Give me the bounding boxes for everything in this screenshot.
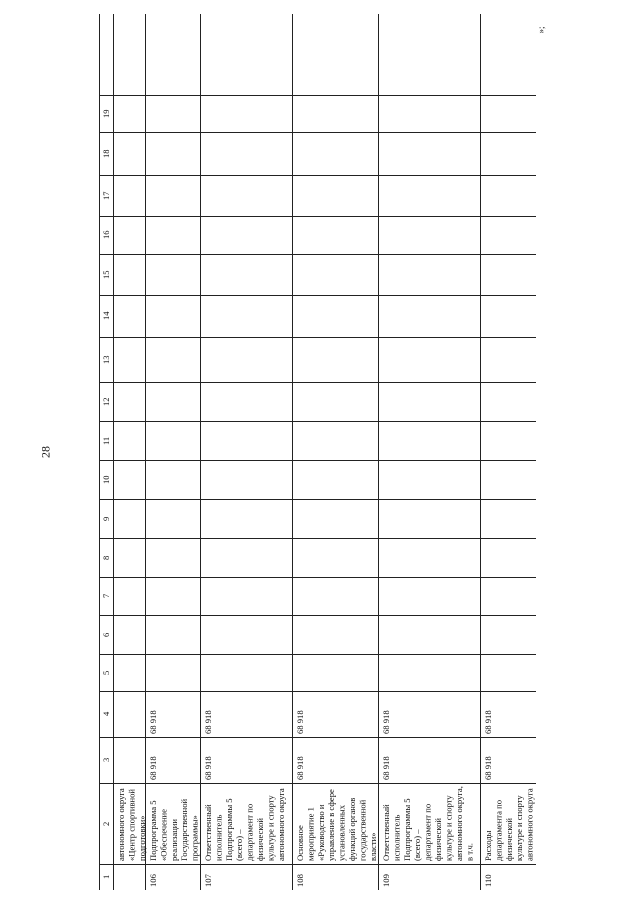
column-header: 14 xyxy=(100,311,111,321)
row-name: Ответственный исполнитель Подпрограммы 5 (всего) – департамент по физической культуре и спорту автономного округа, в т.ч. xyxy=(381,786,475,861)
row-number: 109 xyxy=(381,874,391,887)
row-border xyxy=(378,14,379,890)
row-name: автономного округа «Центр спортивной подготовки» xyxy=(116,788,147,861)
column-border xyxy=(99,382,536,383)
row-border xyxy=(145,14,146,890)
column-header: 11 xyxy=(100,436,111,445)
corner-mark: »; xyxy=(536,26,546,34)
column-header: 7 xyxy=(100,593,111,599)
value-col4: 68 918 xyxy=(295,710,305,734)
column-header: 4 xyxy=(100,711,111,717)
row-number xyxy=(116,867,143,887)
column-border xyxy=(99,783,536,784)
column-border xyxy=(99,421,536,422)
row-border xyxy=(480,14,481,890)
value-col3: 68 918 xyxy=(203,756,213,780)
row-border xyxy=(113,14,114,890)
table-grid xyxy=(99,14,536,890)
column-header: 1 xyxy=(100,874,111,880)
row-border xyxy=(292,14,293,890)
column-header: 9 xyxy=(100,516,111,521)
value-col4: 68 918 xyxy=(148,710,158,734)
row-border xyxy=(200,14,201,890)
column-header: 6 xyxy=(100,632,111,637)
column-header: 10 xyxy=(100,475,111,484)
row-name: Расходы департамента по физической культуре и спорту автономного округа xyxy=(483,788,535,861)
value-col4 xyxy=(116,694,143,734)
column-header: 13 xyxy=(100,355,111,364)
value-col4: 68 918 xyxy=(381,710,391,734)
column-border xyxy=(99,654,536,655)
column-border xyxy=(99,132,536,133)
page-number: 28 xyxy=(38,446,53,458)
column-header: 18 xyxy=(100,149,111,158)
value-col3: 68 918 xyxy=(148,756,158,780)
value-col4: 68 918 xyxy=(483,710,493,734)
column-header: 17 xyxy=(100,191,111,200)
value-col3: 68 918 xyxy=(483,756,493,780)
column-border xyxy=(99,577,536,578)
value-col3 xyxy=(116,740,143,780)
budget-table xyxy=(99,14,536,890)
column-border xyxy=(99,864,536,865)
value-col4: 68 918 xyxy=(203,710,213,734)
column-border xyxy=(99,615,536,616)
value-col3: 68 918 xyxy=(381,756,391,780)
column-border xyxy=(99,691,536,692)
column-header: 5 xyxy=(100,670,111,675)
row-name: Подпрограмма 5 «Обеспечение реализации Государственной программы» xyxy=(148,798,200,861)
row-number: 110 xyxy=(483,874,493,887)
row-name: Основное мероприятие 1 «Руководство и управление в сфере установленных функций органов государственной власти» xyxy=(295,789,378,861)
column-border xyxy=(99,95,536,96)
column-border xyxy=(99,460,536,461)
column-border xyxy=(99,737,536,738)
column-header: 8 xyxy=(100,555,111,560)
row-number: 108 xyxy=(295,874,305,887)
column-header: 16 xyxy=(100,230,111,240)
value-col3: 68 918 xyxy=(295,756,305,780)
column-border xyxy=(99,538,536,539)
column-header: 2 xyxy=(100,821,111,826)
row-number: 107 xyxy=(203,874,213,887)
row-number: 106 xyxy=(148,874,158,887)
row-name: Ответственный исполнитель Подпрограммы 5 (всего) – департамент по физической культуре и спорту автономного округа xyxy=(203,788,286,861)
column-header: 15 xyxy=(100,270,111,279)
column-header: 3 xyxy=(100,757,111,763)
column-border xyxy=(99,254,536,255)
column-border xyxy=(99,295,536,296)
column-header: 19 xyxy=(100,109,111,118)
column-border xyxy=(99,216,536,217)
column-border xyxy=(99,337,536,338)
column-header: 12 xyxy=(100,397,111,406)
column-border xyxy=(99,175,536,176)
column-border xyxy=(99,499,536,500)
